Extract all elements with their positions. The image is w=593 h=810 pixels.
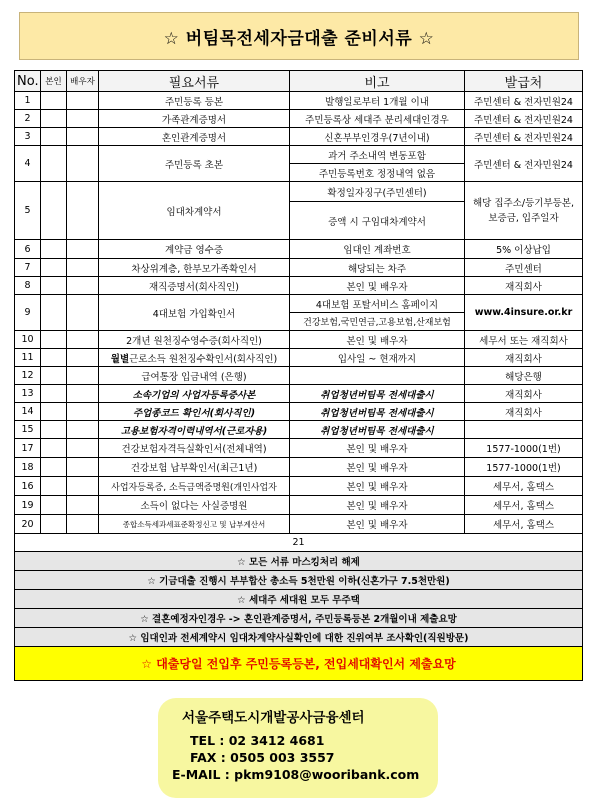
doc-name: 가족관계증명서 [99, 110, 290, 128]
doc-name: 차상위계층, 한부모가족확인서 [99, 259, 290, 277]
page-title: ☆ 버팀목전세자금대출 준비서류 ☆ [19, 12, 579, 60]
table-row [15, 439, 583, 458]
row-number: 4 [15, 146, 41, 182]
self-check-cell [41, 182, 67, 240]
spouse-check-cell [67, 277, 99, 295]
row-number: 10 [15, 331, 41, 349]
doc-note: 발행일로부터 1개월 이내 [290, 92, 465, 110]
self-check-cell [41, 385, 67, 403]
alert-row [15, 647, 583, 681]
doc-issuer: 재직회사 [465, 349, 583, 367]
doc-name-rest: 근로소득 원천징수확인서(회사직인) [129, 353, 278, 365]
doc-issuer: 주민센터 & 전자민원24 [465, 146, 583, 182]
row-number: 18 [15, 458, 41, 477]
doc-issuer: 주민센터 & 전자민원24 [465, 110, 583, 128]
doc-issuer: www.4insure.or.kr [465, 295, 583, 331]
self-check-cell [41, 240, 67, 259]
row-number: 11 [15, 349, 41, 367]
row-number: 2 [15, 110, 41, 128]
spouse-check-cell [67, 403, 99, 421]
spouse-check-cell [67, 146, 99, 182]
spouse-check-cell [67, 496, 99, 515]
doc-note: 주민등록번호 정정내역 없음 [290, 164, 465, 182]
row-number: 14 [15, 403, 41, 421]
doc-issuer [465, 182, 583, 240]
doc-issuer: 재직회사 [465, 403, 583, 421]
contact-box [158, 698, 438, 798]
self-check-cell [41, 146, 67, 182]
doc-name: 소득이 없다는 사실증명원 [99, 496, 290, 515]
doc-issuer: 세무서, 홈택스 [465, 496, 583, 515]
doc-issuer: 주민센터 [465, 259, 583, 277]
table-row [15, 277, 583, 295]
doc-note: 증액 시 구임대차계약서 [290, 202, 465, 240]
doc-issuer: 세무서, 홈택스 [465, 515, 583, 534]
spouse-check-cell [67, 477, 99, 496]
doc-name: 급여통장 입금내역 (은행) [99, 367, 290, 385]
doc-note: 본인 및 배우자 [290, 496, 465, 515]
table-header-row [15, 71, 583, 92]
note-row [15, 628, 583, 647]
table-row [15, 92, 583, 110]
doc-issuer: 5% 이상납입 [465, 240, 583, 259]
self-check-cell [41, 458, 67, 477]
self-check-cell [41, 496, 67, 515]
doc-name: 2개년 원천징수영수증(회사직인) [99, 331, 290, 349]
self-check-cell [41, 367, 67, 385]
spouse-check-cell [67, 331, 99, 349]
self-check-cell [41, 277, 67, 295]
alert-text: ☆ 대출당일 전입후 주민등록등본, 전입세대확인서 제출요망 [15, 647, 583, 681]
doc-issuer: 재직회사 [465, 277, 583, 295]
doc-name: 4대보험 가입확인서 [99, 295, 290, 331]
header-no: No. [15, 71, 41, 92]
spouse-check-cell [67, 515, 99, 534]
doc-note: 주민등록상 세대주 분리세대인경우 [290, 110, 465, 128]
spouse-check-cell [67, 295, 99, 331]
header-required-docs: 필요서류 [99, 71, 290, 92]
spouse-check-cell [67, 259, 99, 277]
self-check-cell [41, 259, 67, 277]
table-row [15, 403, 583, 421]
spouse-check-cell [67, 240, 99, 259]
row-number: 6 [15, 240, 41, 259]
self-check-cell [41, 515, 67, 534]
row-number: 1 [15, 92, 41, 110]
note-text: ☆ 기금대출 진행시 부부합산 총소득 5천만원 이하(신혼가구 7.5천만원) [15, 571, 583, 590]
table-row [15, 421, 583, 439]
spouse-check-cell [67, 439, 99, 458]
row-number: 13 [15, 385, 41, 403]
spouse-check-cell [67, 367, 99, 385]
spouse-check-cell [67, 421, 99, 439]
documents-table [14, 70, 583, 681]
row-number: 12 [15, 367, 41, 385]
issuer-line: 해당 집주소/등기부등본, [472, 197, 574, 209]
doc-note: 신혼부부인경우(7년이내) [290, 128, 465, 146]
spouse-check-cell [67, 128, 99, 146]
table-row [15, 534, 583, 552]
doc-name: 사업자등록증, 소득금액증명원(개인사업자 [99, 477, 290, 496]
table-row [15, 146, 583, 164]
doc-name: 고용보험자격이력내역서(근로자용) [99, 421, 290, 439]
row-number: 8 [15, 277, 41, 295]
doc-note: 본인 및 배우자 [290, 477, 465, 496]
doc-issuer: 주민센터 & 전자민원24 [465, 92, 583, 110]
table-row [15, 295, 583, 313]
row-number: 19 [15, 496, 41, 515]
self-check-cell [41, 110, 67, 128]
row-number: 17 [15, 439, 41, 458]
doc-issuer: 1577-1000(1번) [465, 458, 583, 477]
spouse-check-cell [67, 385, 99, 403]
row-number: 20 [15, 515, 41, 534]
doc-issuer [465, 421, 583, 439]
doc-note: 과거 주소내역 변동포함 [290, 146, 465, 164]
self-check-cell [41, 421, 67, 439]
spouse-check-cell [67, 92, 99, 110]
note-row [15, 590, 583, 609]
note-row [15, 571, 583, 590]
table-row [15, 182, 583, 202]
doc-issuer: 해당은행 [465, 367, 583, 385]
contact-email: E-MAIL : pkm9108@wooribank.com [172, 767, 420, 782]
doc-issuer: 세무서, 홈택스 [465, 477, 583, 496]
doc-name: 재직증명서(회사직인) [99, 277, 290, 295]
self-check-cell [41, 439, 67, 458]
doc-name: 혼인관계증명서 [99, 128, 290, 146]
contact-organization: 서울주택도시개발공사금융센터 [182, 710, 365, 726]
doc-note: 4대보험 포탈서비스 홈페이지 [290, 295, 465, 313]
doc-name: 주업종코드 확인서(회사직인) [99, 403, 290, 421]
table-row [15, 128, 583, 146]
doc-issuer: 세무서 또는 재직회사 [465, 331, 583, 349]
row-number: 5 [15, 182, 41, 240]
doc-note: 입사일 ~ 현재까지 [290, 349, 465, 367]
table-row [15, 331, 583, 349]
table-row [15, 367, 583, 385]
table-row [15, 515, 583, 534]
doc-note: 건강보험,국민연금,고용보험,산재보험 [290, 313, 465, 331]
table-row [15, 385, 583, 403]
doc-note: 본인 및 배우자 [290, 331, 465, 349]
row-number: 15 [15, 421, 41, 439]
header-note: 비고 [290, 71, 465, 92]
doc-name-emphasis: 월별 [110, 353, 130, 365]
spouse-check-cell [67, 458, 99, 477]
doc-note: 본인 및 배우자 [290, 439, 465, 458]
header-spouse: 배우자 [67, 71, 99, 92]
note-text: ☆ 임대인과 전세계약시 임대차계약사실확인에 대한 진위여부 조사확인(직원방문) [15, 628, 583, 647]
doc-note: 본인 및 배우자 [290, 515, 465, 534]
spouse-check-cell [67, 349, 99, 367]
table-row [15, 477, 583, 496]
table-row [15, 458, 583, 477]
spouse-check-cell [67, 110, 99, 128]
issuer-line: 보증금, 입주일자 [488, 212, 559, 224]
self-check-cell [41, 477, 67, 496]
row-number: 16 [15, 477, 41, 496]
row-number: 3 [15, 128, 41, 146]
doc-note: 취업청년버팀목 전세대출시 [290, 403, 465, 421]
doc-note: 취업청년버팀목 전세대출시 [290, 421, 465, 439]
self-check-cell [41, 349, 67, 367]
header-issuer: 발급처 [465, 71, 583, 92]
self-check-cell [41, 92, 67, 110]
doc-name: 건강보험자격득실확인서(전체내역) [99, 439, 290, 458]
self-check-cell [41, 295, 67, 331]
doc-note: 임대인 계좌번호 [290, 240, 465, 259]
doc-issuer: 1577-1000(1번) [465, 439, 583, 458]
header-self: 본인 [41, 71, 67, 92]
table-row [15, 259, 583, 277]
table-row [15, 349, 583, 367]
self-check-cell [41, 403, 67, 421]
doc-issuer: 재직회사 [465, 385, 583, 403]
row-number: 9 [15, 295, 41, 331]
table-row [15, 496, 583, 515]
doc-name: 주민등록 등본 [99, 92, 290, 110]
contact-fax: FAX : 0505 003 3557 [190, 750, 335, 765]
row-number: 21 [15, 534, 583, 552]
doc-name: 계약금 영수증 [99, 240, 290, 259]
row-number: 7 [15, 259, 41, 277]
self-check-cell [41, 331, 67, 349]
doc-name [99, 349, 290, 367]
doc-note: 본인 및 배우자 [290, 458, 465, 477]
doc-note: 해당되는 차주 [290, 259, 465, 277]
doc-note: 취업청년버팀목 전세대출시 [290, 385, 465, 403]
contact-tel: TEL : 02 3412 4681 [190, 733, 325, 748]
note-row [15, 609, 583, 628]
note-text: ☆ 모든 서류 마스킹처리 해제 [15, 552, 583, 571]
doc-name: 건강보험 납부확인서(최근1년) [99, 458, 290, 477]
note-row [15, 552, 583, 571]
spouse-check-cell [67, 182, 99, 240]
doc-name: 주민등록 초본 [99, 146, 290, 182]
note-text: ☆ 결혼예정자인경우 -> 혼인관계증명서, 주민등록등본 2개월이내 제출요망 [15, 609, 583, 628]
table-row [15, 240, 583, 259]
doc-issuer: 주민센터 & 전자민원24 [465, 128, 583, 146]
self-check-cell [41, 128, 67, 146]
doc-name: 소속기업의 사업자등록증사본 [99, 385, 290, 403]
doc-note: 본인 및 배우자 [290, 277, 465, 295]
doc-note: 확정일자징구(주민센터) [290, 182, 465, 202]
doc-note [290, 367, 465, 385]
note-text: ☆ 세대주 세대원 모두 무주택 [15, 590, 583, 609]
doc-name: 종합소득세과세표준확정신고 및 납부계산서 [99, 515, 290, 534]
table-row [15, 110, 583, 128]
doc-name: 임대차계약서 [99, 182, 290, 240]
